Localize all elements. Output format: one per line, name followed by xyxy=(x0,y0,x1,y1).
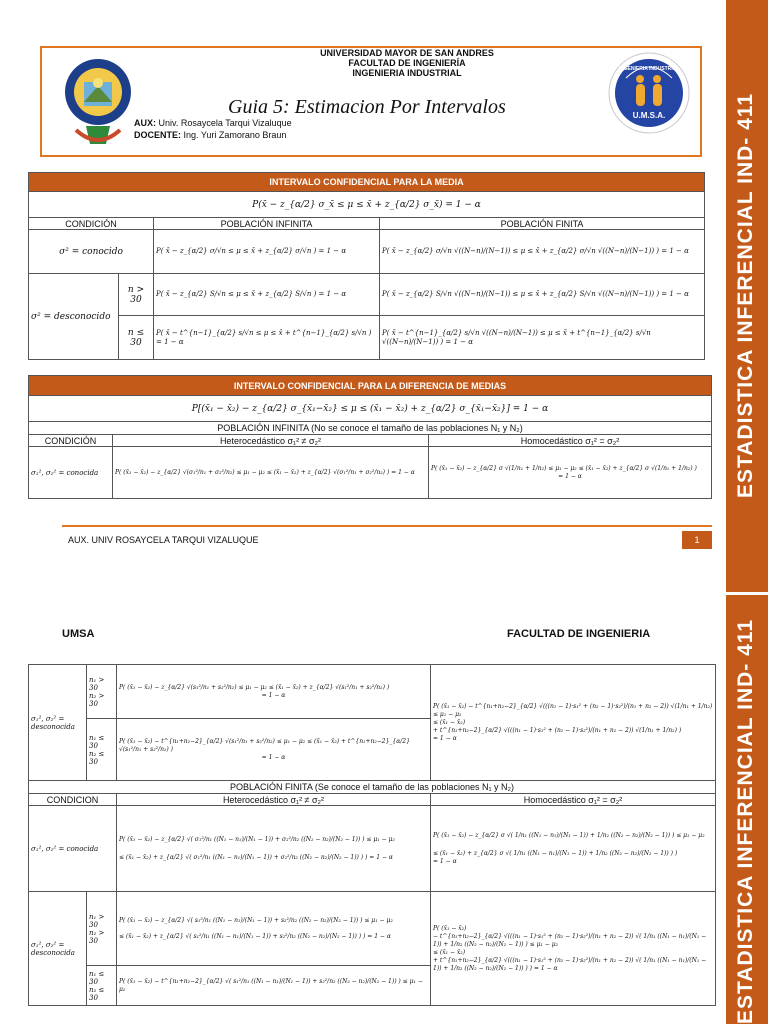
side-title-top: ESTADISTICA INFERENCIAL IND- 411 xyxy=(734,93,757,498)
p2-inf-gt-hetero-formula: P( (x̄₁ − x̄₂) − z_{α/2} √(s₁²/n₁ + s₂²/n₂) ≤ μ₁ − μ₂ ≤ (x̄₁ − x̄₂) + z_{α/2} √(s₁²/n₁ + s₂²/n₂) ) xyxy=(119,683,390,691)
p2-col-hetero: Heterocedástico σ₁² ≠ σ₂² xyxy=(117,794,431,806)
faculty-name: FACULTAD DE INGENIERÍA xyxy=(348,58,466,68)
p2-inf-homo-line1: P( (x̄₁ − x̄₂) − t^{n₁+n₂−2}_{α/2} √(((n₁ − 1)·s₁² + (n₂ − 1)·s₂²)/(n₁ + n₂ − 2)) √(1/n₁ + 1/n₂) ≤ μ₁ − μ₂ xyxy=(433,702,713,718)
diff-infinite-subtitle: POBLACIÓN INFINITA (No se conoce el tamaño de las poblaciones N₁ y N₂) xyxy=(29,422,712,435)
page2-left-header: UMSA xyxy=(62,628,95,640)
p2-fin-sub-le30 xyxy=(87,966,117,1006)
p2-inf-le-hetero-end: = 1 − α xyxy=(261,753,286,761)
p2-sub-le30-n2: n₂ ≤ 30 xyxy=(89,749,105,766)
diff-known-homo-cell xyxy=(429,447,712,499)
p2-fin-gt-hetero-line2: ≤ (x̄₁ − x̄₂) + z_{α/2} √( s₁²/n₁ ((N₁ − n₁)/(N₁ − 1)) + s₂²/n₂ ((N₂ − n₂)/(N₂ − 1)) ) ) = 1 − α xyxy=(119,932,391,940)
p2-inf-gt-hetero-end: = 1 − α xyxy=(261,691,286,699)
diff-cond-known: σ₁², σ₂² = conocida xyxy=(29,447,113,499)
media-le30-finite-formula: P( x̄ − t^{n−1}_{α/2} s/√n √((N−n)/(N−1)) ≤ μ ≤ x̄ + t^{n−1}_{α/2} s/√n √((N−n)/(N−1)) ) = 1 − α xyxy=(380,316,705,360)
umsa-logo-icon xyxy=(62,52,134,150)
diff-interval-table xyxy=(28,375,712,499)
p2-inf-le-hetero-cell xyxy=(117,719,431,781)
p2-fin-sub-le30-n1: n₁ ≤ 30 xyxy=(89,969,105,986)
diff-col-homo: Homocedástico σ₁² = σ₂² xyxy=(429,435,712,447)
media-sub-n-le-30: n ≤ 30 xyxy=(119,316,154,360)
p2-fin-known-hetero-cell xyxy=(117,806,431,892)
aux-label: AUX: xyxy=(134,118,156,128)
guide-title: Guia 5: Estimacion Por Intervalos xyxy=(228,96,506,118)
p2-inf-homo-line2: ≤ (x̄₁ − x̄₂) xyxy=(433,718,466,726)
p2-fin-known-homo-line2: ≤ (x̄₁ − x̄₂) + z_{α/2} σ √( 1/n₁ ((N₁ − n₁)/(N₁ − 1)) + 1/n₂ ((N₂ − n₂)/(N₂ − 1)) ) ) xyxy=(433,849,678,857)
docente-name: Ing. Yuri Zamorano Braun xyxy=(183,130,287,140)
p2-fin-homo-line2: − t^{n₁+n₂−2}_{α/2} √(((n₁ − 1)·s₁² + (n₂ − 1)·s₂²)/(n₁ + n₂ − 2)) √( 1/n₁ ((N₁ − n₁)/(N₁ − 1)) + 1/n₂ ((N₂ − n₂)/(N₂ − 1)) ) ≤ μ₁ − μ₂ xyxy=(433,932,707,948)
media-gt30-infinite-formula: P( x̄ − z_{α/2} S/√n ≤ μ ≤ x̄ + z_{α/2} S/√n ) = 1 − α xyxy=(154,274,380,316)
p2-fin-known-homo-line1: P( (x̄₁ − x̄₂) − z_{α/2} σ √( 1/n₁ ((N₁ − n₁)/(N₁ − 1)) + 1/n₂ ((N₂ − n₂)/(N₂ − 1)) ) ≤ μ₁ − μ₂ xyxy=(433,831,705,839)
p2-inf-homo-end: = 1 − α xyxy=(433,734,457,742)
media-interval-table xyxy=(28,172,705,360)
p2-col-condition: CONDICION xyxy=(29,794,117,806)
p2-sub-gt30 xyxy=(87,665,117,719)
aux-name: Univ. Rosaycela Tarqui Vizaluque xyxy=(158,118,292,128)
document-header xyxy=(40,46,702,157)
media-table-title: INTERVALO CONFIDENCIAL PARA LA MEDIA xyxy=(29,173,705,192)
p2-fin-gt-hetero-cell xyxy=(117,892,431,966)
media-col-condition: CONDICIÓN xyxy=(29,218,154,230)
university-name: UNIVERSIDAD MAYOR DE SAN ANDRES xyxy=(320,48,494,58)
p2-inf-gt-hetero-cell xyxy=(117,665,431,719)
page-footer xyxy=(62,525,712,551)
page-number: 1 xyxy=(682,531,712,549)
diff-known-homo-formula: P( (x̄₁ − x̄₂) − z_{α/2} σ √(1/n₁ + 1/n₂) ≤ μ₁ − μ₂ ≤ (x̄₁ − x̄₂) + z_{α/2} σ √(1/n₁ + 1/n₂) ) xyxy=(431,464,697,472)
media-main-formula: P(x̄ − z_{α/2} σ_x̄ ≤ μ ≤ x̄ + z_{α/2} σ_x̄) = 1 − α xyxy=(29,192,705,218)
p2-col-homo: Homocedástico σ₁² = σ₂² xyxy=(431,794,716,806)
diff-known-hetero-formula: P( (x̄₁ − x̄₂) − z_{α/2} √(σ₁²/n₁ + σ₂²/n₂) ≤ μ₁ − μ₂ ≤ (x̄₁ − x̄₂) + z_{α/2} √(σ₁²/n₁ + σ₂²/n₂) ) = 1 − α xyxy=(113,447,429,499)
institution-block xyxy=(172,48,642,78)
diff-known-homo-end: = 1 − α xyxy=(558,472,582,480)
p2-fin-homo-line3: ≤ (x̄₁ − x̄₂) xyxy=(433,948,466,956)
media-sub-n-gt-30: n > 30 xyxy=(119,274,154,316)
logo-right-top-text: INGENIERIA INDUSTRIAL xyxy=(618,66,680,72)
media-known-finite-formula: P( x̄ − z_{α/2} σ/√n √((N−n)/(N−1)) ≤ μ ≤ x̄ + z_{α/2} σ/√n √((N−n)/(N−1)) ) = 1 − α xyxy=(380,230,705,274)
p2-finite-subtitle: POBLACIÓN FINITA (Se conoce el tamaño de las poblaciones N₁ y N₂) xyxy=(29,781,716,794)
p2-fin-le-hetero-line1: P( (x̄₁ − x̄₂) − t^{n₁+n₂−2}_{α/2} √( s₁²/n₁ ((N₁ − n₁)/(N₁ − 1)) + s₂²/n₂ ((N₂ − n₂)/(N₂ − 1)) ) ≤ μ₁ − μ₂ xyxy=(119,977,423,993)
page2-right-header: FACULTAD DE INGENIERIA xyxy=(507,628,651,640)
media-gt30-finite-formula: P( x̄ − z_{α/2} S/√n √((N−n)/(N−1)) ≤ μ ≤ x̄ + z_{α/2} S/√n √((N−n)/(N−1)) ) = 1 − α xyxy=(380,274,705,316)
p2-fin-known-hetero-line1: P( (x̄₁ − x̄₂) − z_{α/2} √( σ₁²/n₁ ((N₁ − n₁)/(N₁ − 1)) + σ₂²/n₂ ((N₂ − n₂)/(N₂ − 1)) ) ≤ μ₁ − μ₂ xyxy=(119,835,395,843)
diff-table-title: INTERVALO CONFIDENCIAL PARA LA DIFERENCIA DE MEDIAS xyxy=(29,376,712,396)
p2-sub-le30-n1: n₁ ≤ 30 xyxy=(89,733,105,750)
docente-label: DOCENTE: xyxy=(134,130,181,140)
p2-fin-known-hetero-line2: ≤ (x̄₁ − x̄₂) + z_{α/2} √( σ₁²/n₁ ((N₁ − n₁)/(N₁ − 1)) + σ₂²/n₂ ((N₂ − n₂)/(N₂ − 1)) ) ) = 1 − α xyxy=(119,853,393,861)
diff-col-hetero: Heterocedástico σ₁² ≠ σ₂² xyxy=(113,435,429,447)
diff-main-formula: P[(x̄₁ − x̄₂) − z_{α/2} σ_{x̄₁−x̄₂} ≤ μ ≤ (x̄₁ − x̄₂) + z_{α/2} σ_{x̄₁−x̄₂}] = 1 − α xyxy=(29,396,712,422)
p2-inf-homo-line3: + t^{n₁+n₂−2}_{α/2} √(((n₁ − 1)·s₁² + (n₂ − 1)·s₂²)/(n₁ + n₂ − 2)) √(1/n₁ + 1/n₂) ) xyxy=(433,726,682,734)
p2-fin-le-hetero-cell xyxy=(117,966,431,1006)
media-le30-infinite-formula: P( x̄ − t^{n−1}_{α/2} s/√n ≤ μ ≤ x̄ + t^{n−1}_{α/2} s/√n ) = 1 − α xyxy=(154,316,380,360)
p2-fin-homo-cell xyxy=(431,892,716,1006)
media-cond-unknown: σ² = desconocido xyxy=(29,274,119,360)
staff-block xyxy=(134,117,292,141)
side-title-bottom: ESTADISTICA INFERENCIAL IND- 411 xyxy=(734,619,757,1024)
p2-sub-gt30-n1: n₁ > 30 xyxy=(89,675,105,692)
p2-fin-gt-hetero-line1: P( (x̄₁ − x̄₂) − z_{α/2} √( s₁²/n₁ ((N₁ − n₁)/(N₁ − 1)) + s₂²/n₂ ((N₂ − n₂)/(N₂ − 1)) ) ≤ μ₁ − μ₂ xyxy=(119,916,393,924)
media-known-infinite-formula: P( x̄ − z_{α/2} σ/√n ≤ μ ≤ x̄ + z_{α/2} σ/√n ) = 1 − α xyxy=(154,230,380,274)
footer-text: AUX. UNIV ROSAYCELA TARQUI VIZALUQUE xyxy=(68,535,259,545)
p2-fin-sub-gt30-n1: n₁ > 30 xyxy=(89,912,105,929)
diff-col-condition: CONDICIÓN xyxy=(29,435,113,447)
media-cond-known: σ² = conocido xyxy=(29,230,154,274)
p2-inf-le-hetero-formula: P( (x̄₁ − x̄₂) − t^{n₁+n₂−2}_{α/2} √(s₁²/n₁ + s₂²/n₂) ≤ μ₁ − μ₂ ≤ (x̄₁ − x̄₂) + t^{n₁+n₂−2}_{α/2} √(s₁²/n₁ + s₂²/n₂) ) xyxy=(119,737,410,753)
p2-fin-known-homo-cell xyxy=(431,806,716,892)
p2-fin-sub-gt30-n2: n₂ > 30 xyxy=(89,928,105,945)
p2-sub-gt30-n2: n₂ > 30 xyxy=(89,691,105,708)
media-col-finite: POBLACIÓN FINITA xyxy=(380,218,705,230)
p2-sub-le30 xyxy=(87,719,117,781)
p2-fin-homo-line4: + t^{n₁+n₂−2}_{α/2} √(((n₁ − 1)·s₁² + (n₂ − 1)·s₂²)/(n₁ + n₂ − 2)) √( 1/n₁ ((N₁ − n₁)/(N₁ − 1)) + 1/n₂ ((N₂ − n₂)/(N₂ − 1)) ) ) = 1 − α xyxy=(433,956,707,972)
side-band-divider xyxy=(726,592,768,595)
career-name: INGENIERIA INDUSTRIAL xyxy=(352,68,462,78)
p2-fin-sub-le30-n2: n₂ ≤ 30 xyxy=(89,985,105,1002)
p2-fin-cond-unknown: σ₁², σ₂² = desconocida xyxy=(29,892,87,1006)
p2-fin-homo-line1: P( (x̄₁ − x̄₂) xyxy=(433,924,467,932)
media-col-infinite: POBLACIÓN INFINITA xyxy=(154,218,380,230)
p2-fin-cond-known: σ₁², σ₂² = conocida xyxy=(29,806,117,892)
p2-inf-homo-cell xyxy=(431,665,716,781)
p2-fin-known-homo-end: = 1 − α xyxy=(433,857,457,865)
p2-cond-unknown: σ₁², σ₂² = desconocida xyxy=(29,665,87,781)
ingenieria-industrial-logo-icon xyxy=(608,52,690,134)
logo-right-bottom-text: U.M.S.A. xyxy=(632,111,666,120)
page2-diff-table xyxy=(28,664,716,1006)
p2-fin-sub-gt30 xyxy=(87,892,117,966)
